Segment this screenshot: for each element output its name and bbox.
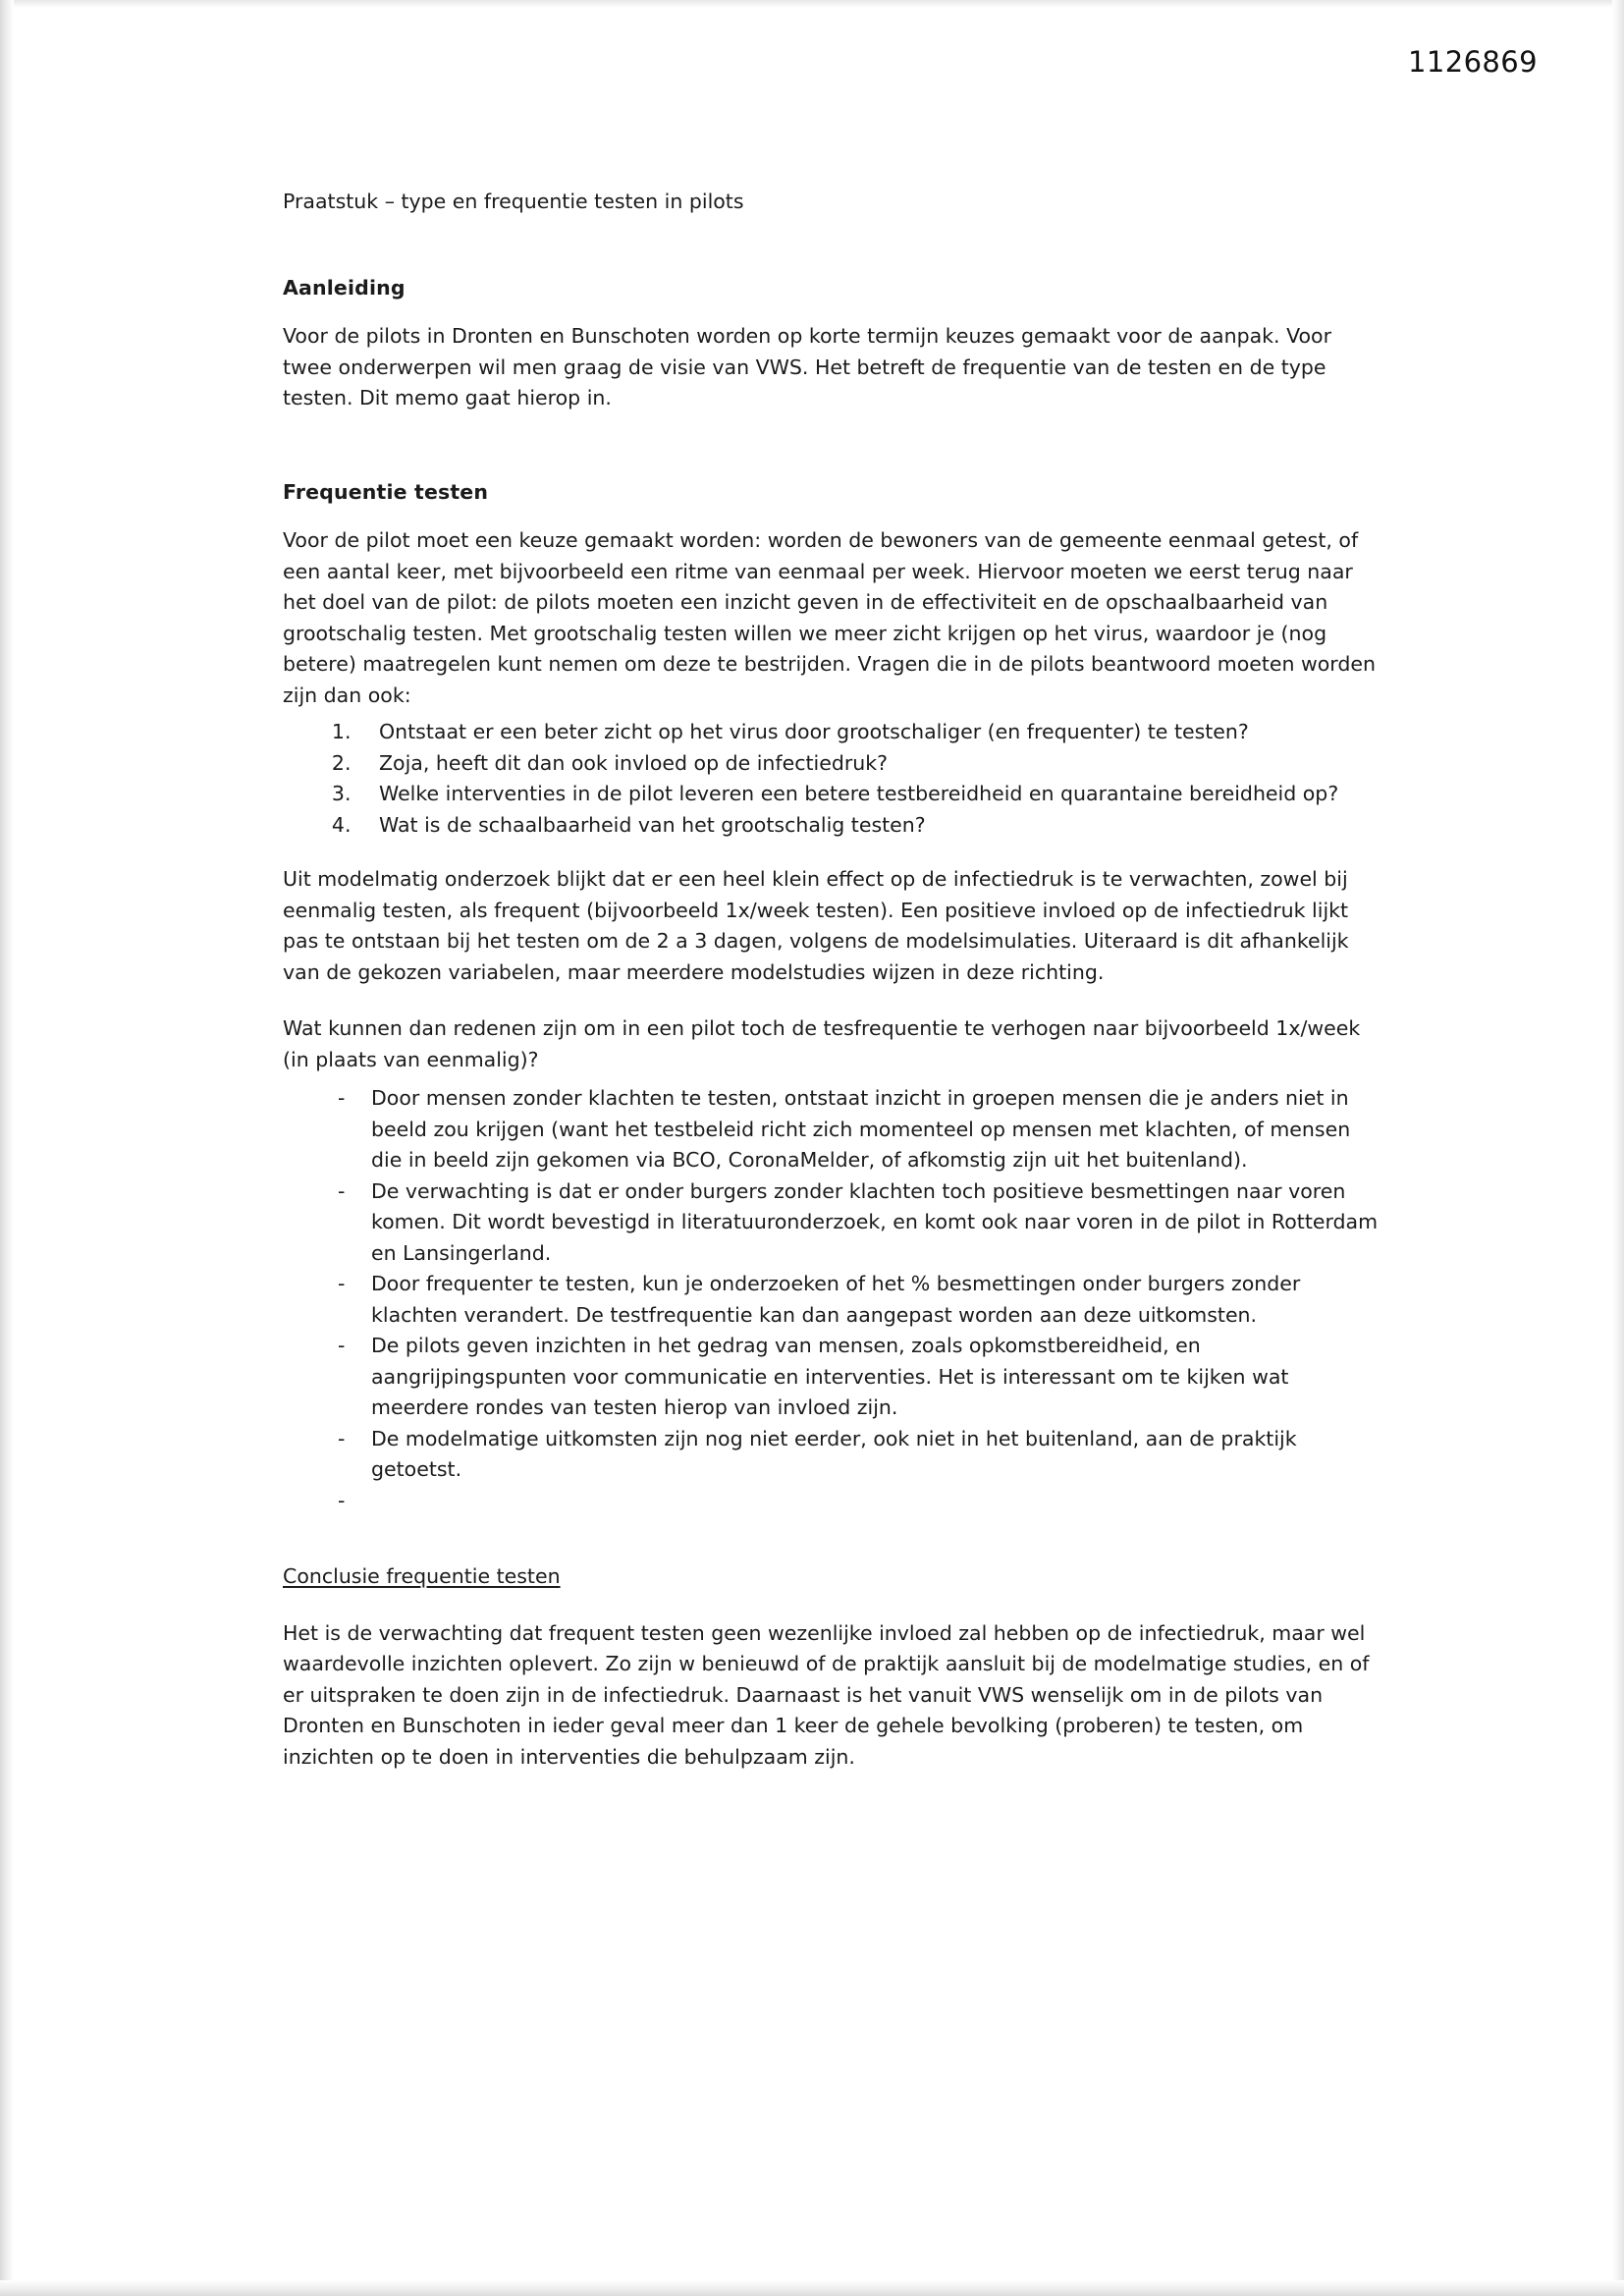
page-edge-top [0, 0, 1624, 8]
list-item: - Door mensen zonder klachten te testen, ontstaat inzicht in groepen mensen die je anders niet in beeld zou krijgen (want het testbeleid richt zich momenteel op mensen met klachten, of mensen die in beeld zijn gekomen via BCO, CoronaMelder, of afkomstig zijn uit het buitenland). [283, 1083, 1380, 1176]
paragraph-conclusie: Het is de verwachting dat frequent testen geen wezenlijke invloed zal hebben op de infectiedruk, maar wel waardevolle inzichten oplevert. Zo zijn w benieuwd of de praktijk aansluit bij de modelmatige studies, en of er uitspraken te doen zijn in de infectiedruk. Daarnaast is het vanuit VWS wenselijk om in de pilots van Dronten en Bunschoten in ieder geval meer dan 1 keer de gehele bevolking (proberen) te testen, om inzichten op te doen in interventies die behulpzaam zijn. [283, 1620, 1370, 1769]
heading-frequentie-testen: Frequentie testen [283, 479, 489, 504]
reasons-list [283, 1083, 1380, 1516]
document-reference-number: 1126869 [1408, 45, 1538, 79]
list-item: - Door frequenter te testen, kun je onderzoeken of het % besmettingen onder burgers zonder klachten verandert. De testfrequentie kan dan aangepast worden aan deze uitkomsten. [283, 1269, 1380, 1331]
list-item: 3. Welke interventies in de pilot leveren een betere testbereidheid en quarantaine bereidheid op? [357, 779, 1380, 810]
page-edge-right [1612, 0, 1624, 2296]
list-item-empty [283, 1486, 1380, 1517]
list-item: - De verwachting is dat er onder burgers zonder klachten toch positieve besmettingen naar voren komen. Dit wordt bevestigd in literatuuronderzoek, en komt ook naar voren in de pilot in Rotterdam en Lansingerland. [283, 1176, 1380, 1270]
paragraph-frequentie-intro: Voor de pilot moet een keuze gemaakt worden: worden de bewoners van de gemeente eenmaal getest, of een aantal keer, met bijvoorbeeld een ritme van eenmaal per week. Hiervoor moeten we eerst terug naar het doel van de pilot: de pilots moeten een inzicht geven in de effectiviteit en de opschaalbaarheid van grootschalig testen. Met grootschalig testen willen we meer zicht krijgen op het virus, waardoor je (nog betere) maatregelen kunt nemen om deze te bestrijden. Vragen die in de pilots beantwoord moeten worden zijn dan ook: [283, 528, 1376, 707]
page-edge-left [0, 0, 14, 2296]
heading-aanleiding: Aanleiding [283, 275, 406, 300]
list-item: - De pilots geven inzichten in het gedrag van mensen, zoals opkomstbereidheid, en aangrijpingspunten voor communicatie en interventies. Het is interessant om te kijken wat meerdere rondes van testen hierop van invloed zijn. [283, 1331, 1380, 1424]
list-item: 1. Ontstaat er een beter zicht op het virus door grootschaliger (en frequenter) te testen? [357, 717, 1380, 748]
list-item: 2. Zoja, heeft dit dan ook invloed op de infectiedruk? [357, 748, 1380, 780]
document-title: Praatstuk – type en frequentie testen in pilots [283, 190, 744, 213]
paragraph-modelmatig-onderzoek: Uit modelmatig onderzoek blijkt dat er een heel klein effect op de infectiedruk is te verwachten, zowel bij eenmalig testen, als frequent (bijvoorbeeld 1x/week testen). Een positieve invloed op de infectiedruk lijkt pas te ontstaan bij het testen om de 2 a 3 dagen, volgens de modelsimulaties. Uiteraard is dit afhankelijk van de gekozen variabelen, maar meerdere modelstudies wijzen in deze richting. [283, 867, 1349, 984]
questions-list [283, 717, 1380, 841]
heading-conclusie-frequentie-testen: Conclusie frequentie testen [283, 1564, 561, 1588]
paragraph-aanleiding: Voor de pilots in Dronten en Bunschoten worden op korte termijn keuzes gemaakt voor de aanpak. Voor twee onderwerpen wil men graag de visie van VWS. Het betreft de frequentie van de testen en de type testen. Dit memo gaat hierop in. [283, 324, 1332, 410]
list-item: 4. Wat is de schaalbaarheid van het grootschalig testen? [357, 810, 1380, 842]
page-edge-bottom [0, 2280, 1624, 2296]
document-body [283, 187, 1380, 1798]
list-item: - De modelmatige uitkomsten zijn nog niet eerder, ook niet in het buitenland, aan de praktijk getoetst. [283, 1424, 1380, 1486]
paragraph-redenen-vraag: Wat kunnen dan redenen zijn om in een pilot toch de tesfrequentie te verhogen naar bijvoorbeeld 1x/week (in plaats van eenmalig)? [283, 1016, 1361, 1071]
